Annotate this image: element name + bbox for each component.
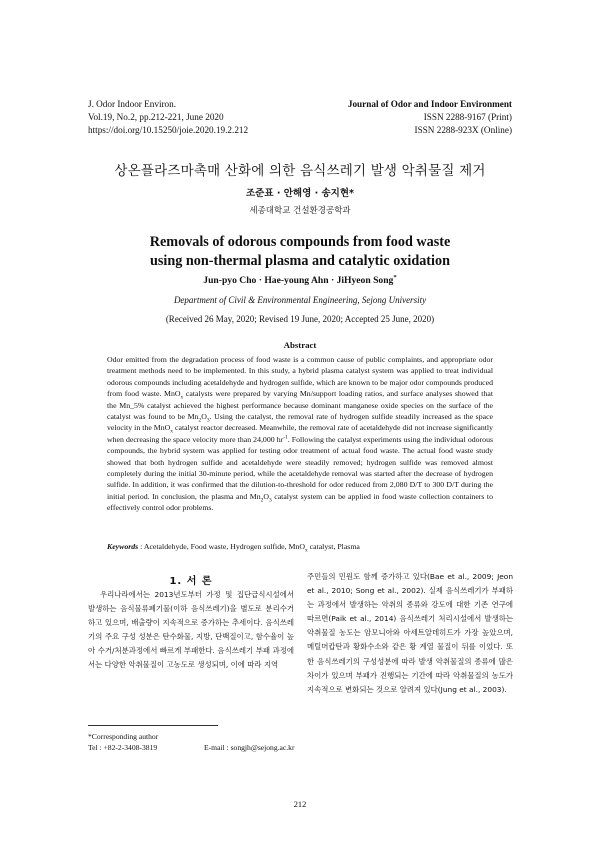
received-dates: (Received 26 May, 2020; Revised 19 June, 2020; Accepted 25 June, 2020): [165, 314, 435, 324]
subscript: 2: [198, 417, 202, 424]
journal-full-name: Journal of Odor and Indoor Environment: [347, 99, 512, 109]
english-authors: [0, 275, 600, 286]
korean-authors: 조준표 · 안해영 · 송지현*: [245, 188, 354, 199]
keywords-separator: :: [138, 542, 144, 551]
english-title-line-1: Removals of odorous compounds from food waste: [149, 234, 451, 250]
subscript: 3: [206, 417, 210, 424]
keywords-text: Acetaldehyde, Food waste, Hydrogen sulfide, MnO: [143, 542, 305, 551]
abstract-text: catalysts were prepared by varying Mn/support loading ratios, and surface analyses showed that the Mn_5% catalyst achieved the highest performance because dominant manganese oxide species on the surface of the catalyst was found to be Mn: [107, 389, 493, 422]
abstract-heading: Abstract: [283, 340, 317, 350]
superscript: -1: [283, 434, 288, 441]
email[interactable]: E-mail : songjh@sejong.ac.kr: [204, 743, 295, 752]
issn-online: ISSN 2288-923X (Online): [414, 125, 512, 135]
subscript: x: [304, 547, 308, 554]
section-heading-introduction: 1. 서 론: [169, 576, 213, 587]
body-column-right: 주민들의 민원도 함께 증가하고 있다(Bae et al., 2009; Jeon et al., 2010; Song et al., 2002). 실제 음식쓰레기가 부패하는 과정에서 발생하는 악취의 종류와 강도에 대한 기존 연구에 따르면(Paik et al., 2014) 음식쓰레기 처리시설에서 발생하는 악취물질 농도는 암모니아와 아세트알데히드가 가장 높았으며, 메틸머캅탄과 황화수소와 같은 황 계열 물질이 뒤를 이었다. 또한 음식쓰레기의 구성성분에 따라 발생 악취물질의 종류에 많은 차이가 있으며 부패가 진행되는 기간에 따라 악취물질의 농도가 지속적으로 변화되는 것으로 알려져 있다(Jung et al., 2003).: [307, 572, 513, 694]
corresponding-mark: *: [393, 273, 397, 281]
volume-info: Vol.19, No.2, pp.212-221, June 2020: [88, 112, 224, 122]
keywords-line: [107, 541, 493, 552]
english-author-names: Jun-pyo Cho · Hae-young Ahn · JiHyeon Song: [203, 275, 394, 286]
journal-short-name: J. Odor Indoor Environ.: [88, 99, 177, 109]
subscript: x: [170, 428, 174, 435]
corresponding-footnote: [88, 731, 295, 753]
journal-header-right: [348, 98, 512, 137]
doi-link[interactable]: https://doi.org/10.15250/joie.2020.19.2.212: [88, 125, 249, 135]
abstract-text: Odor emitted from the degradation process of food waste is a common cause of public complaints, and appropriate odor treatment methods need to be implemented. In this study, a hybrid plasma catalyst system was applied to treat individual odorous compounds including acetaldehyde and hydrogen sulfide, which are known to be major odor compounds produced from food waste. MnO: [107, 355, 493, 399]
abstract-text: catalyst reactor decreased. Meanwhile, the removal rate of acetaldehyde did not increase significantly when decreasing the space velocity more than 24,000 hr: [107, 423, 493, 444]
abstract-text: . Using the catalyst, the removal rate of hydrogen sulfide steadily increased as the space velocity in the MnO: [107, 412, 493, 433]
subscript: x: [180, 394, 184, 401]
corresponding-author-label: *Corresponding author: [88, 732, 159, 741]
telephone: Tel : +82-2-3408-3819: [88, 743, 158, 752]
keywords-label: Keywords: [107, 542, 139, 551]
keywords-text: catalyst, Plasma: [307, 542, 360, 551]
body-column-left: 우리나라에서는 2013년도부터 가정 및 집단급식시설에서 발생하는 음식물류폐기물(이하 음식쓰레기)을 별도로 분리수거하고 있으며, 배출량이 지속적으로 증가하는 추세이다. 음식쓰레기의 주요 구성 성분은 탄수화물, 지방, 단백질이고, 함수율이 높아 수거/처분과정에서 빠르게 부패한다. 음식쓰레기 부패 과정에서는 다양한 악취물질이 고농도로 생성되며, 이에 따라 지역: [88, 590, 294, 669]
english-title-line-2: using non-thermal plasma and catalytic oxidation: [150, 253, 450, 269]
journal-header-left: [88, 98, 248, 137]
abstract-text: O: [201, 412, 207, 422]
english-title: [0, 233, 600, 271]
korean-affiliation: 세종대학교 건설환경공학과: [249, 206, 351, 216]
issn-print: ISSN 2288-9167 (Print): [423, 112, 512, 122]
abstract-text: O: [263, 491, 269, 501]
page-number: 212: [293, 800, 307, 809]
abstract-body: [107, 354, 493, 514]
abstract-text: catalyst system can be applied in food waste collection containers to effectively control odor problems.: [107, 491, 493, 513]
korean-title: 상온플라즈마촉매 산화에 의한 음식쓰레기 발생 악취물질 제거: [114, 163, 486, 179]
english-affiliation: Department of Civil & Environmental Engineering, Sejong University: [173, 295, 427, 305]
subscript: 2: [260, 497, 264, 504]
footnote-divider: [88, 725, 218, 726]
abstract-text: . Following the catalyst experiments using the individual odorous compounds, the hybrid system was applied for testing odor treatment of actual food waste. The actual food waste study showed that both hydrogen sulfide and acetaldehyde were steadily removed; hydrogen sulfide was removed almost completely during the initial 30-minute period, while the acetaldehyde removal was started after the decrease of hydrogen sulfide. In addition, it was confirmed that the dilution-to-threshold for odor reduced from 2,080 D/T to 300 D/T during the initial period. In conclusion, the plasma and Mn: [107, 434, 493, 501]
subscript: 3: [269, 497, 272, 504]
